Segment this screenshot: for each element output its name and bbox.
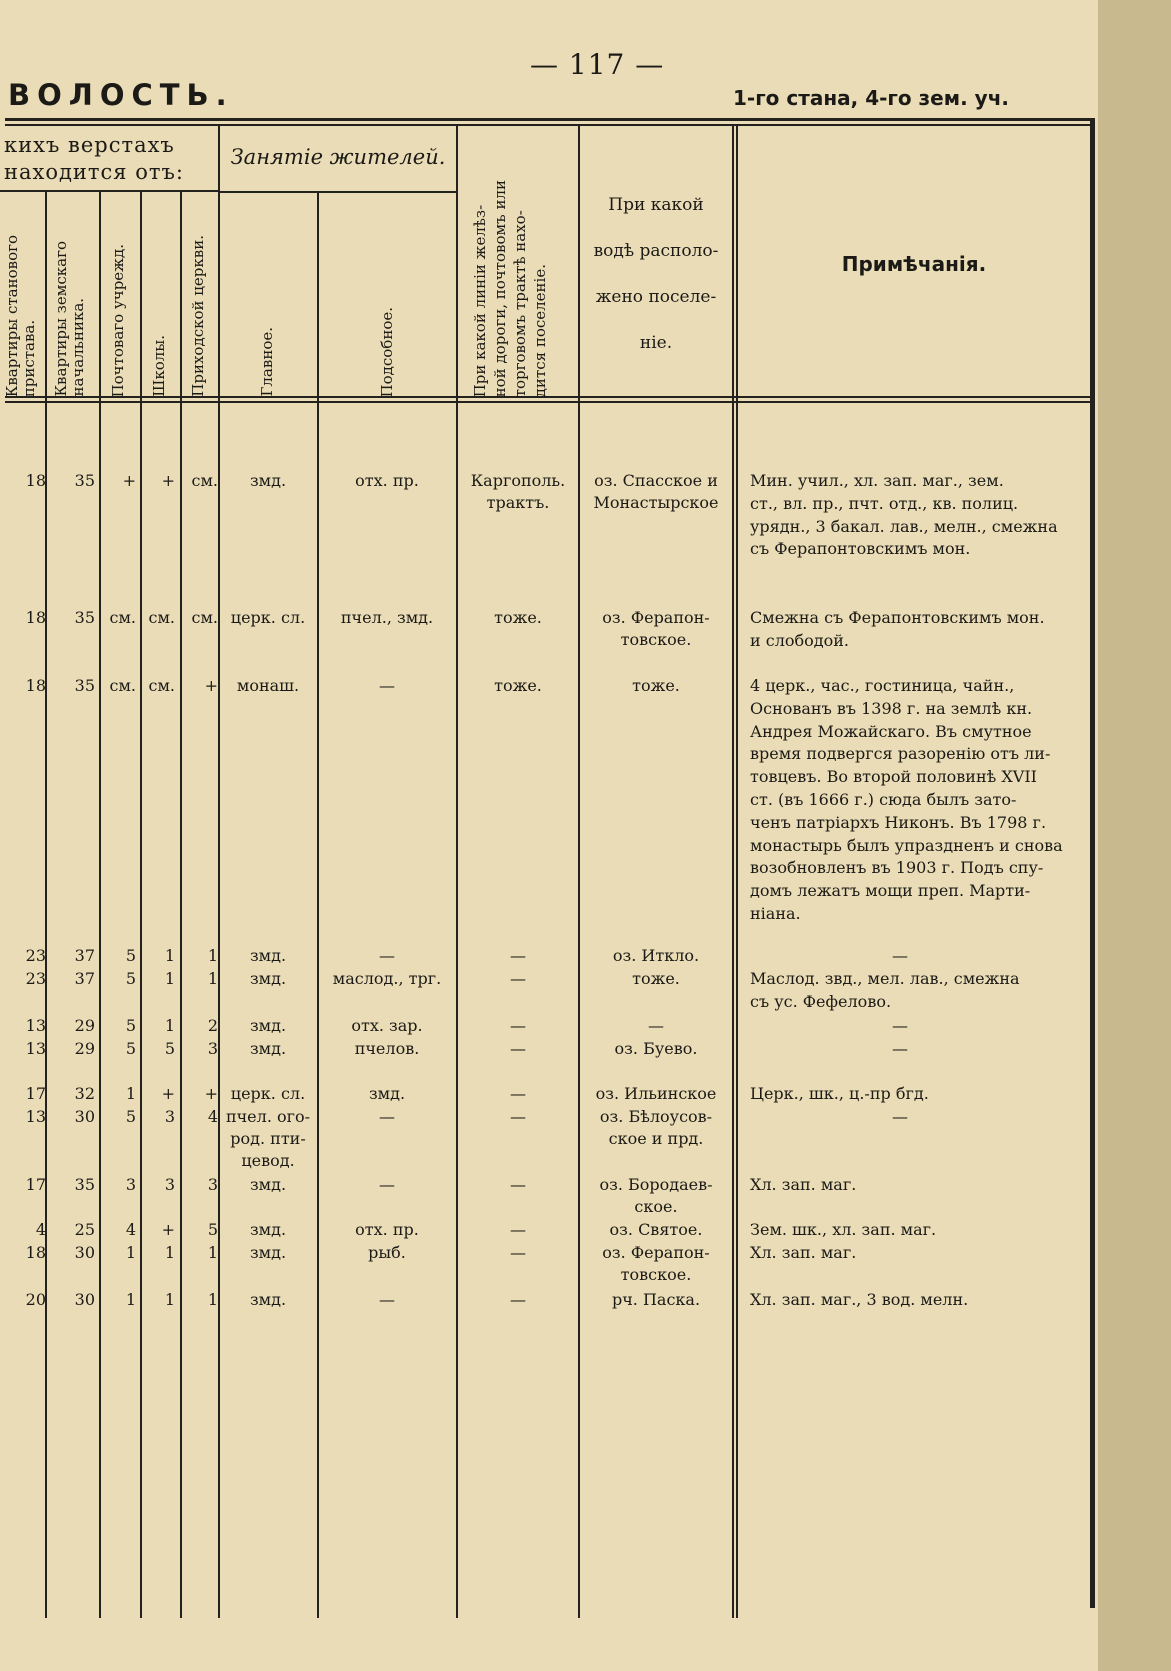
cell-notes: Мин. учил., хл. зап. маг., зем. ст., вл. пр., пчт. отд., кв. полиц. урядн., 3 бакал. лав., мелн., смежна съ Ферапонтовскимъ мон. bbox=[750, 471, 1058, 559]
column-rule bbox=[456, 125, 458, 1618]
cell-post: 5 bbox=[125, 1107, 136, 1126]
cell-aux: — bbox=[379, 1107, 395, 1126]
cell-school: + bbox=[161, 471, 175, 490]
cell-church: см. bbox=[191, 608, 218, 627]
header-bottom-rule-2 bbox=[5, 401, 1092, 403]
cell-aux: пчел., змд. bbox=[340, 608, 434, 627]
cell-aux: отх. зар. bbox=[351, 1016, 423, 1035]
cell-notes: 4 церк., час., гостиница, чайн., Основанъ въ 1398 г. на землѣ кн. Андрея Можайскаго. Въ смутное время подвергся разоренію отъ ли- товцевъ. Во второй половинѣ XVII ст. (въ 1666 г.) сюда былъ зато- ченъ патріархъ Никонъ. Въ 1798 г. монастырь былъ упраздненъ и снова возобновленъ въ 1903 г. Подъ спу- домъ лежатъ мощи преп. Марти- ніана. bbox=[750, 676, 1063, 923]
column-rule bbox=[180, 191, 182, 1618]
occupation-group-rule bbox=[220, 191, 456, 193]
cell-stanovoi: 17 bbox=[25, 1084, 46, 1103]
cell-school: + bbox=[161, 1220, 175, 1239]
cell-post: 1 bbox=[125, 1084, 136, 1103]
cell-post: 5 bbox=[125, 1039, 136, 1058]
cell-notes: Хл. зап. маг. bbox=[750, 1243, 857, 1262]
header-water: При какой водѣ располо- жено поселе- ніе. bbox=[593, 195, 719, 353]
cell-church: 1 bbox=[207, 946, 218, 965]
cell-notes: Церк., шк., ц.-пр бгд. bbox=[750, 1084, 929, 1103]
cell-zemsky: 35 bbox=[74, 608, 95, 627]
header-notes: Примѣчанія. bbox=[841, 252, 987, 276]
cell-zemsky: 29 bbox=[74, 1016, 95, 1035]
cell-water: тоже. bbox=[632, 969, 680, 988]
cell-road: тоже. bbox=[494, 676, 542, 695]
cell-aux: отх. пр. bbox=[355, 1220, 419, 1239]
cell-water: оз. Буево. bbox=[614, 1039, 698, 1058]
cell-water: тоже. bbox=[632, 676, 680, 695]
cell-post: 4 bbox=[125, 1220, 136, 1239]
cell-school: см. bbox=[148, 676, 175, 695]
column-rule bbox=[317, 191, 319, 1618]
cell-main: змд. bbox=[249, 1243, 287, 1262]
cell-school: см. bbox=[148, 608, 175, 627]
cell-church: 2 bbox=[207, 1016, 218, 1035]
cell-aux: змд. bbox=[368, 1084, 406, 1103]
cell-school: 1 bbox=[164, 1016, 175, 1035]
header-volost: ВОЛОСТЬ. bbox=[8, 78, 234, 112]
cell-post: 5 bbox=[125, 969, 136, 988]
cell-water: оз. Ферапон- товское. bbox=[602, 1243, 710, 1284]
cell-post: 5 bbox=[125, 1016, 136, 1035]
cell-church: 1 bbox=[207, 1290, 218, 1309]
cell-road: тоже. bbox=[494, 608, 542, 627]
cell-stanovoi: 18 bbox=[25, 1243, 46, 1262]
cell-main: змд. bbox=[249, 471, 287, 490]
cell-notes: — bbox=[892, 1107, 908, 1126]
cell-post: 1 bbox=[125, 1243, 136, 1262]
header-post: Почтоваго учрежд. bbox=[109, 243, 127, 397]
cell-post: см. bbox=[109, 608, 136, 627]
cell-church: 3 bbox=[207, 1039, 218, 1058]
cell-stanovoi: 23 bbox=[25, 946, 46, 965]
header-zemsky: Квартиры земскаго начальника. bbox=[52, 241, 87, 397]
column-rule bbox=[732, 125, 734, 1618]
cell-stanovoi: 18 bbox=[25, 471, 46, 490]
cell-main: церк. сл. bbox=[230, 1084, 306, 1103]
cell-zemsky: 37 bbox=[74, 946, 95, 965]
cell-church: 4 bbox=[207, 1107, 218, 1126]
distance-group-rule bbox=[0, 190, 218, 192]
cell-aux: пчелов. bbox=[354, 1039, 420, 1058]
cell-zemsky: 30 bbox=[74, 1243, 95, 1262]
header-district: 1-го стана, 4-го зем. уч. bbox=[733, 86, 1010, 110]
cell-school: 5 bbox=[164, 1039, 175, 1058]
cell-main: пчел. ого- род. пти- цевод. bbox=[225, 1107, 311, 1170]
cell-notes: Хл. зап. маг. bbox=[750, 1175, 857, 1194]
cell-aux: маслод., трг. bbox=[332, 969, 442, 988]
cell-aux: отх. пр. bbox=[355, 471, 419, 490]
cell-church: + bbox=[204, 1084, 218, 1103]
page-right-border bbox=[1090, 118, 1095, 1608]
cell-notes: Хл. зап. маг., 3 вод. мелн. bbox=[750, 1290, 969, 1309]
cell-zemsky: 30 bbox=[74, 1290, 95, 1309]
cell-road: — bbox=[510, 1290, 526, 1309]
cell-school: 1 bbox=[164, 1243, 175, 1262]
table-top-rule bbox=[5, 118, 1092, 121]
cell-school: 3 bbox=[164, 1175, 175, 1194]
cell-notes: Зем. шк., хл. зап. маг. bbox=[750, 1220, 937, 1239]
column-rule bbox=[140, 191, 142, 1618]
cell-notes: Смежна съ Ферапонтовскимъ мон. и слободой. bbox=[750, 608, 1045, 650]
header-occupation-group: Занятіе жителей. bbox=[230, 145, 446, 169]
cell-stanovoi: 18 bbox=[25, 676, 46, 695]
cell-aux: — bbox=[379, 946, 395, 965]
cell-road: — bbox=[510, 969, 526, 988]
cell-school: 1 bbox=[164, 969, 175, 988]
cell-stanovoi: 20 bbox=[25, 1290, 46, 1309]
cell-road: — bbox=[510, 946, 526, 965]
cell-water: оз. Бѣлоусов- ское и прд. bbox=[599, 1107, 713, 1148]
header-aux: Подсобное. bbox=[378, 306, 396, 397]
cell-zemsky: 25 bbox=[74, 1220, 95, 1239]
cell-church: см. bbox=[191, 471, 218, 490]
cell-water: оз. Иткло. bbox=[612, 946, 700, 965]
header-church: Приходской церкви. bbox=[189, 235, 207, 397]
cell-post: 1 bbox=[125, 1290, 136, 1309]
cell-water: рч. Паска. bbox=[611, 1290, 701, 1309]
cell-stanovoi: 18 bbox=[25, 608, 46, 627]
cell-water: оз. Святое. bbox=[609, 1220, 703, 1239]
cell-post: + bbox=[122, 471, 136, 490]
cell-notes: — bbox=[892, 1039, 908, 1058]
column-rule bbox=[218, 125, 220, 1618]
cell-main: змд. bbox=[249, 1220, 287, 1239]
cell-zemsky: 29 bbox=[74, 1039, 95, 1058]
cell-aux: — bbox=[379, 1290, 395, 1309]
cell-church: 3 bbox=[207, 1175, 218, 1194]
cell-road: — bbox=[510, 1175, 526, 1194]
cell-church: 1 bbox=[207, 1243, 218, 1262]
cell-school: 3 bbox=[164, 1107, 175, 1126]
cell-main: змд. bbox=[249, 1016, 287, 1035]
cell-church: 1 bbox=[207, 969, 218, 988]
cell-main: монаш. bbox=[236, 676, 300, 695]
cell-post: 3 bbox=[125, 1175, 136, 1194]
cell-school: 1 bbox=[164, 946, 175, 965]
column-rule bbox=[99, 191, 101, 1618]
page-number: — 117 — bbox=[530, 48, 665, 81]
cell-zemsky: 32 bbox=[74, 1084, 95, 1103]
cell-road: — bbox=[510, 1107, 526, 1126]
cell-stanovoi: 4 bbox=[35, 1220, 46, 1239]
cell-road: — bbox=[510, 1016, 526, 1035]
cell-main: змд. bbox=[249, 1175, 287, 1194]
cell-main: змд. bbox=[249, 1290, 287, 1309]
cell-zemsky: 35 bbox=[74, 1175, 95, 1194]
cell-post: 5 bbox=[125, 946, 136, 965]
cell-stanovoi: 13 bbox=[25, 1016, 46, 1035]
cell-aux: — bbox=[379, 1175, 395, 1194]
cell-school: + bbox=[161, 1084, 175, 1103]
cell-aux: рыб. bbox=[368, 1243, 406, 1262]
cell-road: — bbox=[510, 1243, 526, 1262]
cell-water: оз. Спасское и Монастырское bbox=[593, 471, 719, 512]
cell-water: оз. Бородаев- ское. bbox=[599, 1175, 713, 1216]
cell-zemsky: 35 bbox=[74, 471, 95, 490]
cell-road: — bbox=[510, 1084, 526, 1103]
cell-main: змд. bbox=[249, 1039, 287, 1058]
cell-stanovoi: 17 bbox=[25, 1175, 46, 1194]
cell-main: змд. bbox=[249, 946, 287, 965]
cell-main: змд. bbox=[249, 969, 287, 988]
cell-water: — bbox=[648, 1016, 664, 1035]
column-rule bbox=[736, 125, 738, 1618]
cell-aux: — bbox=[379, 676, 395, 695]
cell-road: — bbox=[510, 1039, 526, 1058]
cell-stanovoi: 13 bbox=[25, 1039, 46, 1058]
cell-water: оз. Ильинское bbox=[595, 1084, 717, 1103]
column-rule bbox=[45, 191, 47, 1618]
facing-page-margin bbox=[1098, 0, 1171, 1671]
cell-notes: — bbox=[892, 946, 908, 965]
cell-zemsky: 30 bbox=[74, 1107, 95, 1126]
header-stanovoi: Квартиры станового пристава. bbox=[3, 234, 38, 397]
cell-road: — bbox=[510, 1220, 526, 1239]
cell-church: 5 bbox=[207, 1220, 218, 1239]
header-distance-group: кихъ верстахъ находится отъ: bbox=[4, 133, 184, 184]
cell-zemsky: 35 bbox=[74, 676, 95, 695]
cell-notes: Маслод. звд., мел. лав., смежна съ ус. Фефелово. bbox=[750, 969, 1020, 1011]
cell-school: 1 bbox=[164, 1290, 175, 1309]
cell-water: оз. Ферапон- товское. bbox=[602, 608, 710, 649]
cell-notes: — bbox=[892, 1016, 908, 1035]
cell-post: см. bbox=[109, 676, 136, 695]
cell-main: церк. сл. bbox=[230, 608, 306, 627]
header-school: Школы. bbox=[150, 335, 168, 397]
header-main: Главное. bbox=[258, 327, 276, 397]
table-top-rule-inner bbox=[5, 124, 1092, 126]
cell-stanovoi: 23 bbox=[25, 969, 46, 988]
cell-road: Каргополь. трактъ. bbox=[470, 471, 566, 512]
cell-zemsky: 37 bbox=[74, 969, 95, 988]
header-road: При какой линіи желѣз- ной дороги, почтовомъ или торговомъ трактѣ нахо- дится поселеніе. bbox=[471, 179, 549, 397]
cell-church: + bbox=[204, 676, 218, 695]
cell-stanovoi: 13 bbox=[25, 1107, 46, 1126]
